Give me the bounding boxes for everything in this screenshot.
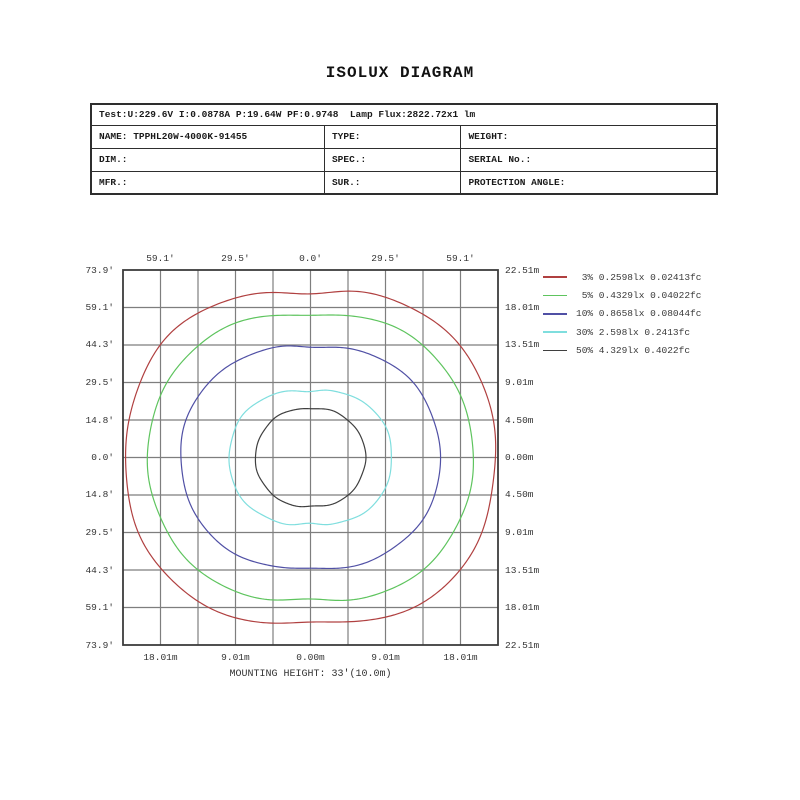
legend-label: 10% 0.8658lx 0.08044fc [576, 308, 702, 320]
y-axis-left-label: 14.8' [85, 489, 114, 501]
table-cell-spec: SPEC.: [324, 148, 460, 171]
contour-legend [543, 268, 701, 359]
legend-entry [543, 305, 701, 323]
y-axis-right-label: 18.01m [505, 602, 540, 614]
legend-line-swatch [543, 313, 567, 315]
x-axis-bottom-label: 0.00m [296, 652, 325, 663]
y-axis-left-label: 59.1' [85, 301, 114, 313]
y-axis-right-label: 4.50m [505, 414, 534, 426]
table-cell-type: TYPE: [324, 125, 460, 148]
legend-entry [543, 286, 701, 304]
y-axis-left-label: 44.3' [85, 564, 114, 576]
x-axis-top-label: 0.0' [299, 253, 322, 264]
x-axis-top-label: 59.1' [146, 253, 175, 264]
y-axis-right-label: 0.00m [505, 452, 534, 463]
x-axis-top-label: 29.5' [221, 253, 250, 264]
y-axis-left-label: 29.5' [85, 376, 114, 388]
x-axis-top-label: 29.5' [371, 253, 400, 264]
legend-label: 5% 0.4329lx 0.04022fc [576, 289, 702, 301]
table-cell-protection-angle: PROTECTION ANGLE: [461, 171, 717, 194]
y-axis-left-label: 73.9' [85, 264, 114, 276]
y-axis-right-label: 13.51m [505, 339, 540, 351]
y-axis-right-label: 9.01m [505, 527, 534, 539]
y-axis-right-label: 9.01m [505, 376, 534, 388]
legend-line-swatch [543, 331, 567, 333]
y-axis-left-label: 59.1' [85, 602, 114, 614]
x-axis-bottom-label: 18.01m [443, 652, 478, 663]
y-axis-left-label: 14.8' [85, 414, 114, 426]
y-axis-left-label: 44.3' [85, 339, 114, 351]
table-cell-test: Test:U:229.6V I:0.0878A P:19.64W PF:0.9748 Lamp Flux:2822.72x1 lm [91, 104, 717, 125]
legend-label: 30% 2.598lx 0.2413fc [576, 326, 691, 338]
table-cell-dim: DIM.: [91, 148, 324, 171]
x-axis-bottom-label: 9.01m [371, 652, 400, 663]
page-title: ISOLUX DIAGRAM [325, 64, 475, 82]
mounting-height-caption: MOUNTING HEIGHT: 33'(10.0m) [229, 669, 392, 680]
legend-label: 3% 0.2598lx 0.02413fc [576, 271, 702, 283]
x-axis-bottom-label: 9.01m [221, 652, 250, 663]
table-cell-name: NAME: TPPHL20W-4000K-91455 [91, 125, 324, 148]
table-cell-mfr: MFR.: [91, 171, 324, 194]
table-cell-sur: SUR.: [324, 171, 460, 194]
y-axis-right-label: 22.51m [505, 264, 540, 276]
legend-line-swatch [543, 350, 567, 352]
y-axis-right-label: 13.51m [505, 564, 540, 576]
y-axis-left-label: 29.5' [85, 527, 114, 539]
y-axis-right-label: 4.50m [505, 489, 534, 501]
y-axis-left-label: 0.0' [91, 452, 114, 463]
y-axis-right-label: 22.51m [505, 639, 540, 651]
legend-entry [543, 323, 701, 341]
x-axis-top-label: 59.1' [446, 253, 475, 264]
legend-entry [543, 268, 701, 286]
legend-line-swatch [543, 295, 567, 297]
y-axis-right-label: 18.01m [505, 301, 540, 313]
legend-label: 50% 4.329lx 0.4022fc [576, 344, 691, 356]
table-cell-weight: WEIGHT: [461, 125, 717, 148]
x-axis-bottom-label: 18.01m [143, 652, 178, 663]
y-axis-left-label: 73.9' [85, 639, 114, 651]
legend-line-swatch [543, 276, 567, 278]
table-cell-serial: SERIAL No.: [461, 148, 717, 171]
legend-entry [543, 341, 701, 359]
